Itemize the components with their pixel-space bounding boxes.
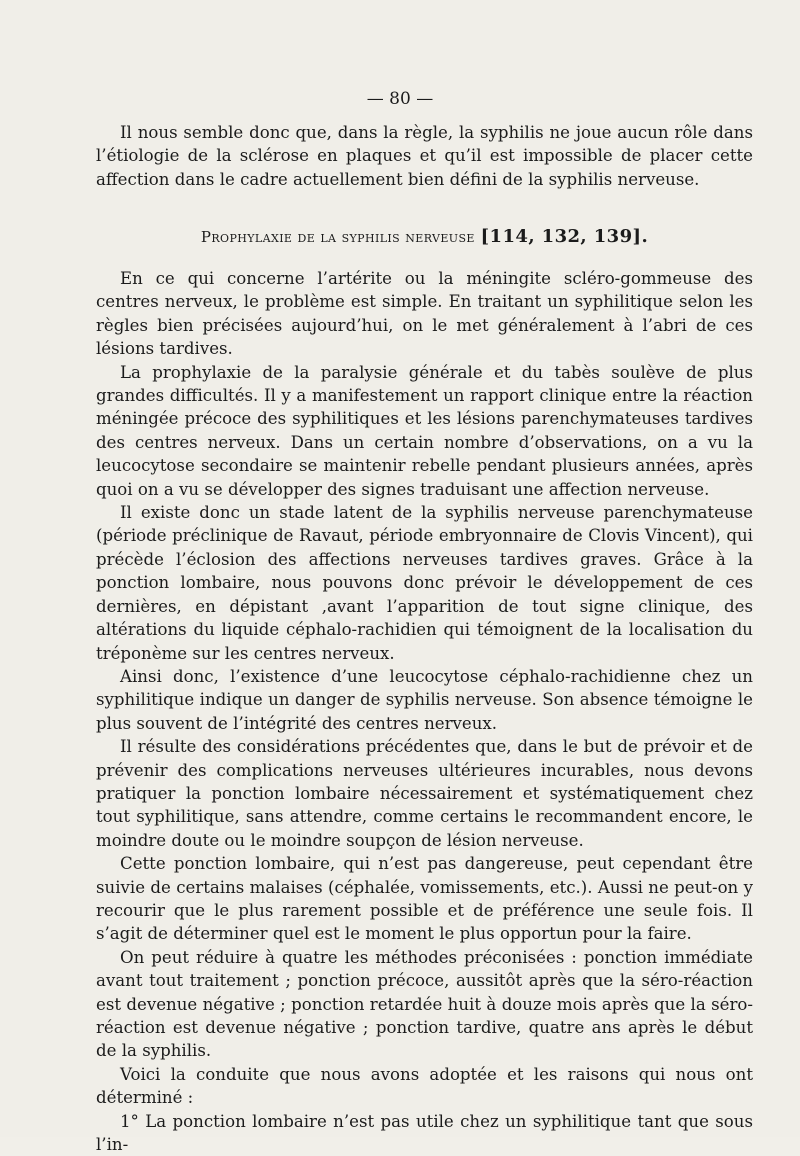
section-references: [114, 132, 139].: [480, 226, 649, 247]
paragraph: Il existe donc un stade latent de la syphilis nerveuse parenchymateuse (période préclinique de Ravaut, période embryonnaire de Clovis Vincent), qui précède l’éclosion des affections nerveuses tardives graves. Grâce à la ponction lombaire, nous pouvons donc prévoir le développement de ces dernières, en dépistant ,avant l’apparition de tout signe clinique, des altérations du liquide céphalo-rachidien qui témoignent de la localisation du tréponème sur les centres nerveux.: [96, 503, 753, 663]
section-heading: [96, 226, 753, 247]
paragraph: En ce qui concerne l’artérite ou la méningite scléro-gommeuse des centres nerveux, le problème est simple. En traitant un syphilitique selon les règles bien précisées aujourd’hui, on le met généralement à l’abri de ces lésions tardives.: [96, 269, 753, 359]
paragraph: Cette ponction lombaire, qui n’est pas dangereuse, peut cependant être suivie de certains malaises (céphalée, vomissements, etc.). Aussi ne peut-on y recourir que le plus rarement possible et de préférence une seule fois. Il s’agit de déterminer quel est le moment le plus opportun pour la faire.: [96, 854, 753, 944]
page-number: — 80 —: [366, 89, 434, 109]
paragraph: Il résulte des considérations précédentes que, dans le but de prévoir et de prévenir des complications nerveuses ultérieures incurables, nous devons pratiquer la ponction lombaire nécessairement et systématiquement chez tout syphilitique, sans attendre, comme certains le recommandent encore, le moindre doute ou le moindre soupçon de lésion nerveuse.: [96, 737, 753, 850]
intro-text: [96, 121, 753, 191]
paragraph: La prophylaxie de la paralysie générale et du tabès soulève de plus grandes difficultés. Il y a manifestement un rapport clinique entre la réaction méningée précoce des syphilitiques et les lésions parenchymateuses tardives des centres nerveux. Dans un certain nombre d’observations, on a vu la leucocytose secondaire se maintenir rebelle pendant plusieurs années, après quoi on a vu se développer des signes traduisant une affection nerveuse.: [96, 362, 753, 499]
paragraph: Ainsi donc, l’existence d’une leucocytose céphalo-rachidienne chez un syphilitique indique un danger de syphilis nerveuse. Son absence témoigne le plus souvent de l’intégrité des centres nerveux.: [96, 666, 753, 733]
paragraph: Voici la conduite que nous avons adoptée et les raisons qui nous ont déterminé :: [96, 1064, 753, 1108]
section-title: Prophylaxie de la syphilis nerveuse: [200, 228, 475, 246]
paragraph: Il nous semble donc que, dans la règle, la syphilis ne joue aucun rôle dans l’étiologie de la sclérose en plaques et qu’il est impossible de placer cette affection dans le cadre actuellement bien défini de la syphilis nerveuse.: [96, 123, 753, 189]
body-text: [96, 267, 753, 1156]
paragraph: 1° La ponction lombaire n’est pas utile chez un syphilitique tant que sous l’in-: [96, 1111, 753, 1155]
paragraph: On peut réduire à quatre les méthodes préconisées : ponction immédiate avant tout traitement ; ponction précoce, aussitôt après que la séro-réaction est devenue négative ; ponction retardée huit à douze mois après que la séro-réaction est devenue négative ; ponction tardive, quatre ans après le début de la syphilis.: [96, 947, 753, 1061]
